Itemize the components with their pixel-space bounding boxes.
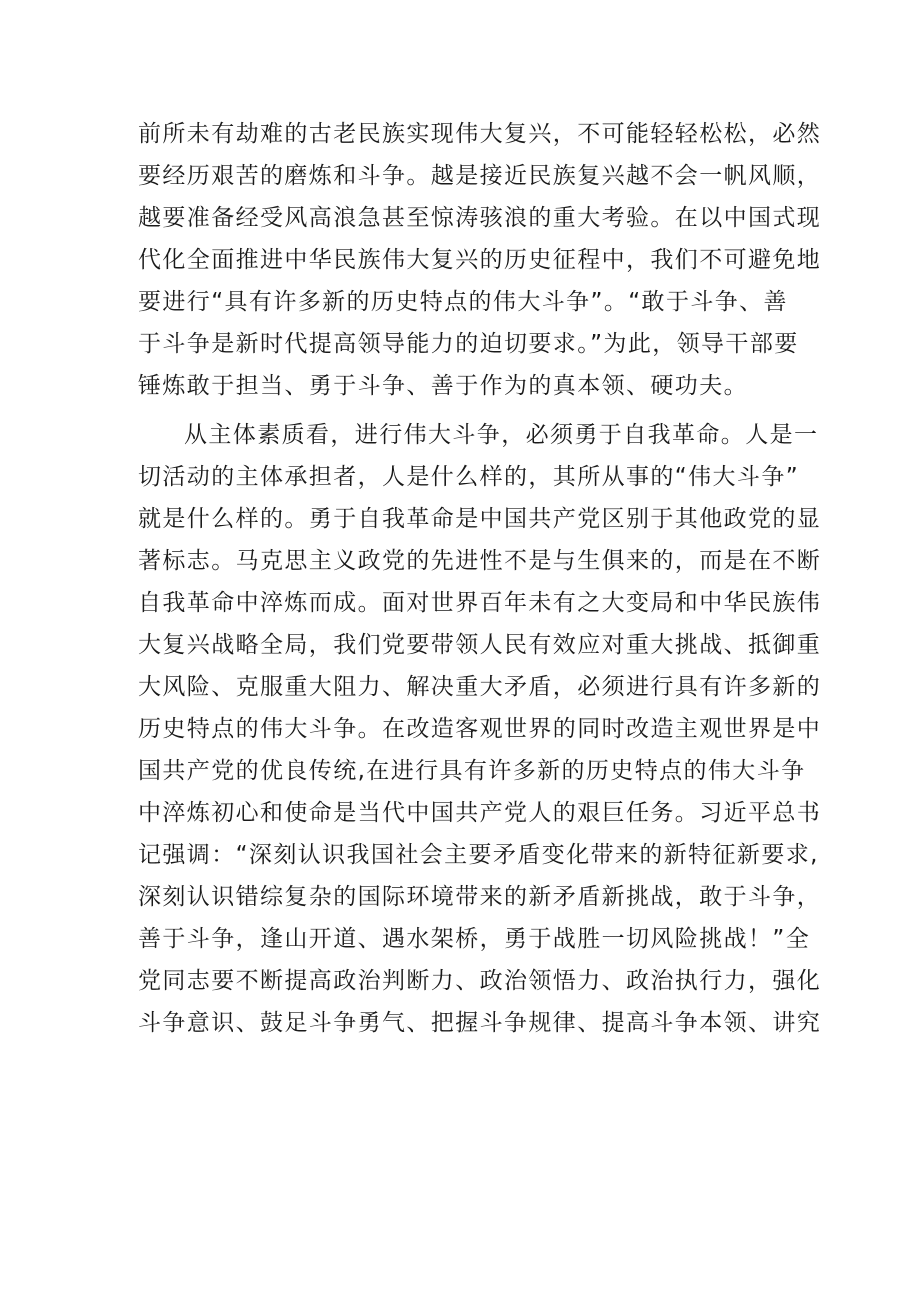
text-line: 切活动的主体承担者，人是什么样的，其所从事的“伟大斗争” bbox=[138, 464, 800, 490]
text-line: 国共产党的优良传统,在进行具有许多新的历史特点的伟大斗争 bbox=[138, 758, 806, 784]
paragraph-spacer bbox=[138, 407, 803, 414]
text-line: 就是什么样的。勇于自我革命是中国共产党区别于其他政党的显 bbox=[138, 506, 822, 532]
paragraph-1 bbox=[138, 113, 822, 407]
text-line: 善于斗争，逢山开道、遇水架桥，勇于战胜一切风险挑战！”全 bbox=[138, 926, 811, 952]
text-line: 斗争意识、鼓足斗争勇气、把握斗争规律、提高斗争本领、讲究 bbox=[138, 1010, 822, 1036]
text-line: 记强调：“深刻认识我国社会主要矛盾变化带来的新特征新要求, bbox=[138, 842, 819, 868]
text-line: 自我革命中淬炼而成。面对世界百年未有之大变局和中华民族伟 bbox=[138, 590, 822, 616]
text-line: 深刻认识错综复杂的国际环境带来的新矛盾新挑战，敢于斗争， bbox=[138, 884, 822, 910]
text-line: 要进行“具有许多新的历史特点的伟大斗争”。“敢于斗争、善 bbox=[138, 289, 788, 315]
text-line: 著标志。马克思主义政党的先进性不是与生俱来的，而是在不断 bbox=[138, 548, 822, 574]
text-line: 要经历艰苦的磨炼和斗争。越是接近民族复兴越不会一帆风顺， bbox=[138, 163, 822, 189]
text-line: 锤炼敢于担当、勇于斗争、善于作为的真本领、硬功夫。 bbox=[138, 373, 748, 399]
text-line: 代化全面推进中华民族伟大复兴的历史征程中，我们不可避免地 bbox=[138, 247, 822, 273]
text-line: 历史特点的伟大斗争。在改造客观世界的同时改造主观世界是中 bbox=[138, 716, 822, 742]
text-line: 中淬炼初心和使命是当代中国共产党人的艰巨任务。习近平总书 bbox=[138, 800, 822, 826]
text-line: 大风险、克服重大阻力、解决重大矛盾，必须进行具有许多新的 bbox=[138, 674, 822, 700]
text-line: 从主体素质看，进行伟大斗争，必须勇于自我革命。人是一 bbox=[184, 422, 819, 448]
text-line: 于斗争是新时代提高领导能力的迫切要求。”为此，领导干部要 bbox=[138, 331, 799, 357]
body-text bbox=[138, 113, 822, 1044]
text-line: 大复兴战略全局，我们党要带领人民有效应对重大挑战、抵御重 bbox=[138, 632, 822, 658]
text-line: 前所未有劫难的古老民族实现伟大复兴，不可能轻轻松松，必然 bbox=[138, 121, 822, 147]
paragraph-2 bbox=[138, 414, 822, 1044]
text-line: 越要准备经受风高浪急甚至惊涛骇浪的重大考验。在以中国式现 bbox=[138, 205, 822, 231]
text-line: 党同志要不断提高政治判断力、政治领悟力、政治执行力，强化 bbox=[138, 968, 822, 994]
